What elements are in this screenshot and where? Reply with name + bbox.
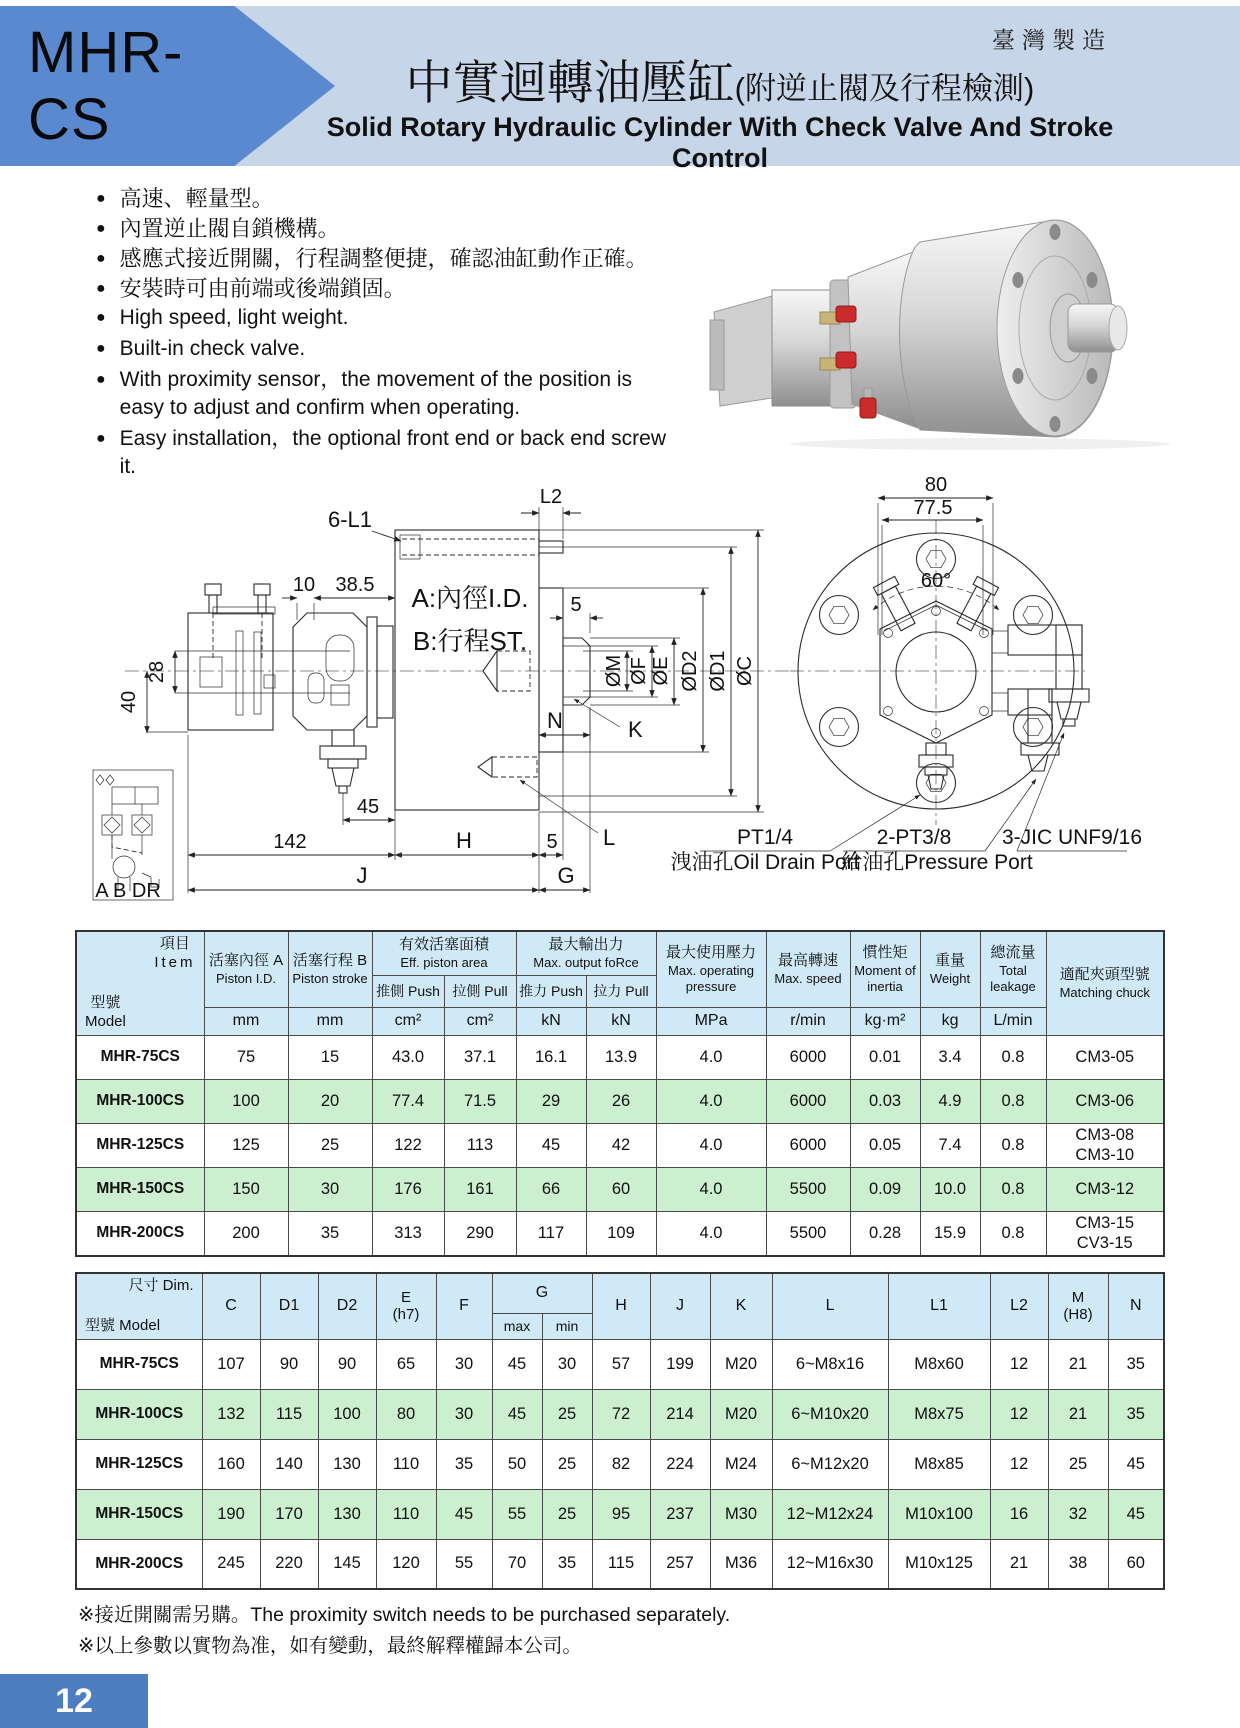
dim-10: 10: [292, 574, 316, 596]
unit-cell: mm: [204, 1007, 288, 1035]
cell: M20: [710, 1389, 772, 1439]
dim-dia-f: ØF: [628, 657, 650, 685]
cell: 214: [650, 1389, 710, 1439]
model-name: MHR-CS: [28, 20, 184, 152]
corner-model-label: 型號 Model: [85, 1316, 161, 1334]
cell: 95: [592, 1489, 650, 1539]
schematic-ports-label: A B DR: [95, 880, 161, 902]
cell: 55: [436, 1539, 492, 1589]
cell: 12: [990, 1339, 1048, 1389]
cell: M8x85: [888, 1439, 990, 1489]
subcol-pull-area: 拉側 Pull: [444, 975, 516, 1007]
title-zh-main: 中實迴轉油壓缸: [405, 56, 735, 109]
cell: CM3-08 CM3-10: [1046, 1123, 1164, 1167]
cell: 107: [202, 1339, 260, 1389]
feature-item: ● Built-in check valve.: [96, 335, 671, 363]
spec-table-row: [76, 1167, 1164, 1211]
cell: 45: [492, 1339, 542, 1389]
cell: M36: [710, 1539, 772, 1589]
col-h: H: [592, 1273, 650, 1339]
cell: 30: [288, 1167, 372, 1211]
cell: 120: [376, 1539, 436, 1589]
corner-model-en: Model: [85, 1012, 126, 1030]
cell: M30: [710, 1489, 772, 1539]
dim-38-5: 38.5: [335, 574, 375, 596]
cell: MHR-125CS: [76, 1123, 204, 1167]
cell: 12: [990, 1389, 1048, 1439]
cell: 43.0: [372, 1035, 444, 1079]
unit-cell: kN: [516, 1007, 586, 1035]
cell: 7.4: [920, 1123, 980, 1167]
cell: 113: [444, 1123, 516, 1167]
bore-label: A:內徑I.D.: [411, 583, 529, 613]
unit-cell: L/min: [980, 1007, 1046, 1035]
cell: 35: [1108, 1389, 1164, 1439]
stroke-label: B:行程ST.: [412, 626, 528, 656]
cell: 21: [1048, 1389, 1108, 1439]
cell: 71.5: [444, 1079, 516, 1123]
cell: 100: [318, 1389, 376, 1439]
col-l1: L1: [888, 1273, 990, 1339]
cell: M24: [710, 1439, 772, 1489]
cell: 160: [202, 1439, 260, 1489]
subcol-g-max: max: [492, 1313, 542, 1339]
unit-cell: kg: [920, 1007, 980, 1035]
cell: MHR-75CS: [76, 1339, 202, 1389]
red-cap: [836, 306, 856, 322]
cell: 170: [260, 1489, 318, 1539]
dim-k: K: [628, 717, 643, 742]
cell: 190: [202, 1489, 260, 1539]
dim-g: G: [557, 863, 575, 888]
feature-item: ● With proximity sensor，the movement of the position is easy to adjust and confirm when operating.: [96, 366, 671, 422]
cell: 60: [586, 1167, 656, 1211]
cell: 200: [204, 1211, 288, 1256]
col-stroke: 活塞行程 B Piston stroke: [288, 931, 372, 1007]
cell: 90: [260, 1339, 318, 1389]
dim-corner-cell: [76, 1273, 202, 1339]
spec-corner-cell: [76, 931, 204, 1035]
unit-cell: cm²: [372, 1007, 444, 1035]
col-f: F: [436, 1273, 492, 1339]
feature-item: ● 安裝時可由前端或後端鎖固。: [96, 274, 716, 303]
page-title-zh: [340, 46, 1100, 113]
cell: MHR-100CS: [76, 1079, 204, 1123]
subcol-push-area: 推側 Push: [372, 975, 444, 1007]
dim-n: N: [547, 708, 563, 733]
col-j: J: [650, 1273, 710, 1339]
header-band: [0, 6, 1240, 173]
cell: MHR-150CS: [76, 1167, 204, 1211]
cell: 35: [436, 1439, 492, 1489]
dimension-table: [75, 1272, 1165, 1590]
cell: 6000: [766, 1079, 850, 1123]
cell: 122: [372, 1123, 444, 1167]
cell: 72: [592, 1389, 650, 1439]
dim-l2: L2: [539, 486, 563, 508]
corner-model-zh: 型號: [90, 994, 121, 1011]
cell: 6000: [766, 1035, 850, 1079]
cell: 6~M8x16: [772, 1339, 888, 1389]
cell: 45: [516, 1123, 586, 1167]
dim-142: 142: [273, 831, 307, 853]
dim-table-body: [76, 1339, 1164, 1589]
unit-cell: cm²: [444, 1007, 516, 1035]
dim-table-row: [76, 1539, 1164, 1589]
spec-units-row: [76, 1007, 1164, 1035]
cell: M20: [710, 1339, 772, 1389]
cell: 29: [516, 1079, 586, 1123]
unit-cell: kg·m²: [850, 1007, 920, 1035]
cell: 5500: [766, 1167, 850, 1211]
title-zh-paren: (附逆止閥及行程檢測): [734, 71, 1035, 106]
cell: 313: [372, 1211, 444, 1256]
cell: 0.8: [980, 1167, 1046, 1211]
cell: 161: [444, 1167, 516, 1211]
col-k: K: [710, 1273, 772, 1339]
col-leakage: 總流量 Total leakage: [980, 931, 1046, 1007]
cell: MHR-200CS: [76, 1539, 202, 1589]
cell: 12~M16x30: [772, 1539, 888, 1589]
spec-table-body: [76, 1035, 1164, 1256]
cell: 130: [318, 1439, 376, 1489]
cell: 0.01: [850, 1035, 920, 1079]
cell: 45: [1108, 1489, 1164, 1539]
cell: 45: [1108, 1439, 1164, 1489]
product-photo: [680, 192, 1240, 452]
cell: 257: [650, 1539, 710, 1589]
cell: 25: [542, 1439, 592, 1489]
port-pressure-label: 給油孔Pressure Port: [841, 851, 1033, 874]
dim-40: 40: [118, 690, 140, 714]
dim-table-row: [76, 1339, 1164, 1389]
feature-item: ● 高速、輕量型。: [96, 184, 716, 213]
cell: MHR-100CS: [76, 1389, 202, 1439]
cell: 30: [542, 1339, 592, 1389]
cell: 50: [492, 1439, 542, 1489]
cell: 21: [990, 1539, 1048, 1589]
footnote: ※接近開關需另購。The proximity switch needs to be purchased separately.: [78, 1604, 731, 1626]
feature-item: ● 內置逆止閥自鎖機構。: [96, 214, 716, 243]
cell: 110: [376, 1439, 436, 1489]
dim-table-row: [76, 1439, 1164, 1489]
col-weight: 重量 Weight: [920, 931, 980, 1007]
cell: 66: [516, 1167, 586, 1211]
subcol-pull-force: 拉力 Pull: [586, 975, 656, 1007]
cell: M8x75: [888, 1389, 990, 1439]
cell: 13.9: [586, 1035, 656, 1079]
spec-table-row: [76, 1123, 1164, 1167]
cell: 35: [288, 1211, 372, 1256]
cell: 0.03: [850, 1079, 920, 1123]
col-max-output: 最大輸出力 Max. output foRce: [516, 931, 656, 975]
dim-dia-c: ØC: [734, 656, 756, 686]
dim-60deg: 60°: [920, 570, 952, 592]
cell: 4.9: [920, 1079, 980, 1123]
cell: 26: [586, 1079, 656, 1123]
cell: M10x125: [888, 1539, 990, 1589]
col-chuck: 適配夾頭型號 Matching chuck: [1046, 931, 1164, 1035]
cell: 4.0: [656, 1079, 766, 1123]
dim-table-row: [76, 1389, 1164, 1439]
col-d1: D1: [260, 1273, 318, 1339]
cell: 125: [204, 1123, 288, 1167]
features-zh: [96, 184, 716, 304]
cell: 21: [1048, 1339, 1108, 1389]
subcol-push-force: 推力 Push: [516, 975, 586, 1007]
cell: 0.09: [850, 1167, 920, 1211]
dim-dia-d2: ØD2: [679, 650, 701, 692]
dim-table-row: [76, 1489, 1164, 1539]
unit-cell: kN: [586, 1007, 656, 1035]
dim-45: 45: [356, 796, 380, 818]
cell: 12~M12x24: [772, 1489, 888, 1539]
cell: 132: [202, 1389, 260, 1439]
col-e: E (h7): [376, 1273, 436, 1339]
cell: 60: [1108, 1539, 1164, 1589]
spec-table-row: [76, 1035, 1164, 1079]
spec-table-row: [76, 1079, 1164, 1123]
cell: 0.8: [980, 1079, 1046, 1123]
cell: 0.8: [980, 1123, 1046, 1167]
cell: 6~M12x20: [772, 1439, 888, 1489]
col-m: M (H8): [1048, 1273, 1108, 1339]
cell: 75: [204, 1035, 288, 1079]
cell: 6~M10x20: [772, 1389, 888, 1439]
cell: 3.4: [920, 1035, 980, 1079]
cell: 100: [204, 1079, 288, 1123]
cell: 20: [288, 1079, 372, 1123]
cell: 237: [650, 1489, 710, 1539]
dim-28: 28: [146, 660, 168, 684]
subcol-g-min: min: [542, 1313, 592, 1339]
cell: 4.0: [656, 1167, 766, 1211]
page-title-en: Solid Rotary Hydraulic Cylinder With Check Valve And Stroke Control: [326, 112, 1114, 173]
cell: CM3-06: [1046, 1079, 1164, 1123]
cell: 82: [592, 1439, 650, 1489]
cell: 30: [436, 1339, 492, 1389]
cell: 0.8: [980, 1211, 1046, 1256]
cell: 115: [592, 1539, 650, 1589]
footnotes: [78, 1600, 730, 1662]
cell: 0.28: [850, 1211, 920, 1256]
cell: 176: [372, 1167, 444, 1211]
cell: 6000: [766, 1123, 850, 1167]
page-number: 12: [0, 1674, 148, 1728]
port-pt14-label: PT1/4: [736, 826, 794, 849]
cell: 25: [288, 1123, 372, 1167]
col-max-speed: 最高轉速 Max. speed: [766, 931, 850, 1007]
cell: 4.0: [656, 1211, 766, 1256]
cell: 77.4: [372, 1079, 444, 1123]
dim-6-l1: 6-L1: [327, 507, 373, 532]
spec-table-row: [76, 1211, 1164, 1256]
corner-item-en: Item: [154, 953, 196, 971]
cell: 42: [586, 1123, 656, 1167]
technical-drawing: [50, 435, 1200, 915]
cell: 15.9: [920, 1211, 980, 1256]
unit-cell: r/min: [766, 1007, 850, 1035]
col-c: C: [202, 1273, 260, 1339]
cell: 16.1: [516, 1035, 586, 1079]
red-cap: [836, 352, 856, 368]
cell: 4.0: [656, 1123, 766, 1167]
col-eff-area: 有效活塞面積 Eff. piston area: [372, 931, 516, 975]
cell: 57: [592, 1339, 650, 1389]
cell: MHR-150CS: [76, 1489, 202, 1539]
cell: 38: [1048, 1539, 1108, 1589]
unit-cell: mm: [288, 1007, 372, 1035]
col-d2: D2: [318, 1273, 376, 1339]
dim-5-boss: 5: [570, 594, 582, 616]
cell: 80: [376, 1389, 436, 1439]
cell: 70: [492, 1539, 542, 1589]
dim-80: 80: [924, 474, 948, 496]
cell: M8x60: [888, 1339, 990, 1389]
cell: 25: [542, 1389, 592, 1439]
col-max-pressure: 最大使用壓力 Max. operating pressure: [656, 931, 766, 1007]
cell: M10x100: [888, 1489, 990, 1539]
dim-77-5: 77.5: [913, 497, 953, 519]
dim-5-bottom: 5: [546, 831, 558, 853]
cell: 35: [1108, 1339, 1164, 1389]
cell: 16: [990, 1489, 1048, 1539]
cell: 65: [376, 1339, 436, 1389]
made-in-label: 臺灣製造: [992, 27, 1112, 53]
spec-table: [75, 930, 1165, 1257]
dim-dia-d1: ØD1: [707, 650, 729, 692]
cell: 140: [260, 1439, 318, 1489]
cell: 45: [436, 1489, 492, 1539]
cell: 117: [516, 1211, 586, 1256]
red-cap: [860, 398, 876, 418]
corner-dim-label: 尺寸 Dim.: [128, 1277, 194, 1294]
cell: CM3-12: [1046, 1167, 1164, 1211]
dim-dia-m: ØM: [603, 654, 625, 688]
dim-h: H: [456, 828, 472, 853]
feature-item: ● Easy installation，the optional front end or back end screw it.: [96, 425, 671, 481]
col-inertia: 慣性矩 Moment of inertia: [850, 931, 920, 1007]
corner-item-zh: 項目: [159, 935, 190, 952]
cell: 220: [260, 1539, 318, 1589]
cell: 109: [586, 1211, 656, 1256]
cell: 10.0: [920, 1167, 980, 1211]
cell: MHR-125CS: [76, 1439, 202, 1489]
port-oil-drain-label: 洩油孔Oil Drain Port: [670, 851, 860, 874]
cell: 145: [318, 1539, 376, 1589]
port-jic-label: 3-JIC UNF9/16: [1001, 826, 1143, 849]
cell: 90: [318, 1339, 376, 1389]
col-l: L: [772, 1273, 888, 1339]
cell: 4.0: [656, 1035, 766, 1079]
cell: CM3-05: [1046, 1035, 1164, 1079]
cell: MHR-75CS: [76, 1035, 204, 1079]
cell: 37.1: [444, 1035, 516, 1079]
cell: 290: [444, 1211, 516, 1256]
cell: 5500: [766, 1211, 850, 1256]
cell: 199: [650, 1339, 710, 1389]
cell: 0.8: [980, 1035, 1046, 1079]
unit-cell: MPa: [656, 1007, 766, 1035]
cell: 12: [990, 1439, 1048, 1489]
cell: 30: [436, 1389, 492, 1439]
cell: 25: [542, 1489, 592, 1539]
dim-dia-e: ØE: [650, 656, 672, 686]
cell: 32: [1048, 1489, 1108, 1539]
cell: 245: [202, 1539, 260, 1589]
cell: 150: [204, 1167, 288, 1211]
col-l2: L2: [990, 1273, 1048, 1339]
col-piston-id: 活塞內徑 A Piston I.D.: [204, 931, 288, 1007]
dim-l: L: [603, 825, 616, 850]
cell: 25: [1048, 1439, 1108, 1489]
cell: 35: [542, 1539, 592, 1589]
cell: 0.05: [850, 1123, 920, 1167]
col-g: G: [492, 1273, 592, 1313]
cell: CM3-15 CV3-15: [1046, 1211, 1164, 1256]
hydraulic-schematic: [93, 770, 173, 902]
feature-item: ● 感應式接近開關，行程調整便捷，確認油缸動作正確。: [96, 244, 716, 273]
footnote: ※以上參數以實物為准，如有變動，最終解釋權歸本公司。: [78, 1635, 582, 1657]
cell: 130: [318, 1489, 376, 1539]
feature-item: ● High speed, light weight.: [96, 304, 671, 332]
dim-j: J: [356, 863, 368, 888]
cell: 115: [260, 1389, 318, 1439]
col-n: N: [1108, 1273, 1164, 1339]
cell: 15: [288, 1035, 372, 1079]
cell: 55: [492, 1489, 542, 1539]
cell: 224: [650, 1439, 710, 1489]
port-pt38-label: 2-PT3/8: [876, 826, 952, 849]
cell: 45: [492, 1389, 542, 1439]
cell: MHR-200CS: [76, 1211, 204, 1256]
cell: 110: [376, 1489, 436, 1539]
